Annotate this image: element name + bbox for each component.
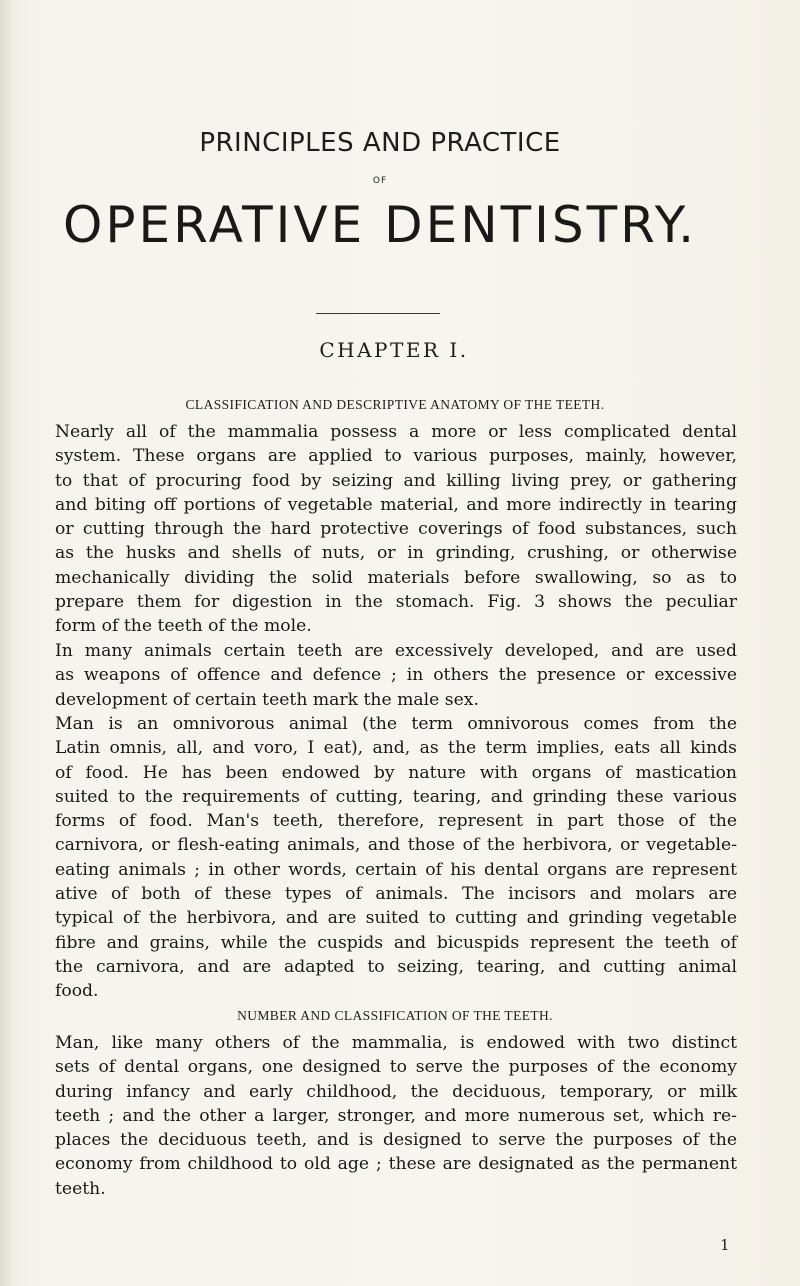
text-line: mechanically dividing the solid materials before swallowing, so as to xyxy=(55,567,737,588)
title-divider xyxy=(316,313,440,314)
text-line: as the husks and shells of nuts, or in grinding, crushing, or otherwise xyxy=(55,543,737,564)
text-line: ative of both of these types of animals. The incisors and molars are xyxy=(55,884,737,905)
text-line: prepare them for digestion in the stomach. Fig. 3 shows the peculiar xyxy=(55,592,737,613)
text-line: as weapons of offence and defence ; in others the presence or excessive xyxy=(55,665,737,686)
text-line: development of certain teeth mark the male sex. xyxy=(55,689,479,710)
text-line: teeth ; and the other a larger, stronger, and more numerous set, which re- xyxy=(55,1105,737,1126)
page-number: 1 xyxy=(720,1236,730,1254)
text-line: food. xyxy=(55,981,99,1002)
text-line: sets of dental organs, one designed to serve the purposes of the economy xyxy=(55,1057,737,1078)
section-heading: NUMBER AND CLASSIFICATION OF THE TEETH. xyxy=(237,1008,553,1023)
book-title-main: OPERATIVE DENTISTRY. xyxy=(62,196,698,254)
book-title-of: OF xyxy=(372,176,388,186)
text-line: Latin omnis, all, and voro, I eat), and, as the term implies, eats all kinds xyxy=(55,738,737,759)
text-line: Nearly all of the mammalia possess a more or less complicated dental xyxy=(55,422,737,442)
text-line: to that of procuring food by seizing and killing living prey, or gathering xyxy=(55,470,737,491)
paragraph-2 xyxy=(55,639,737,712)
chapter-subheading: CLASSIFICATION AND DESCRIPTIVE ANATOMY OF THE TEETH. xyxy=(185,397,605,412)
text-line: of food. He has been endowed by nature with organs of mastication xyxy=(55,762,737,783)
text-line: fibre and grains, while the cuspids and bicuspids represent the teeth of xyxy=(55,932,737,953)
text-line: forms of food. Man's teeth, therefore, represent in part those of the xyxy=(55,811,737,832)
page-gutter-shadow xyxy=(0,0,14,1286)
paragraph-4 xyxy=(55,1031,737,1201)
text-line: system. These organs are applied to various purposes, mainly, however, xyxy=(55,446,737,467)
text-line: during infancy and early childhood, the deciduous, temporary, or milk xyxy=(55,1081,737,1102)
paragraph-3 xyxy=(55,712,737,1004)
text-line: Man is an omnivorous animal (the term omnivorous comes from the xyxy=(55,714,737,734)
text-line: suited to the requirements of cutting, tearing, and grinding these various xyxy=(55,786,737,807)
paragraph-1 xyxy=(55,420,737,639)
text-line: teeth. xyxy=(55,1178,106,1199)
text-line: and biting off portions of vegetable material, and more indirectly in tearing xyxy=(55,494,737,515)
text-line: typical of the herbivora, and are suited to cutting and grinding vegetable xyxy=(55,908,737,929)
chapter-heading: CHAPTER I. xyxy=(319,338,469,362)
text-line: or cutting through the hard protective coverings of food substances, such xyxy=(55,519,737,540)
text-line: carnivora, or flesh-eating animals, and those of the herbivora, or vegetable- xyxy=(55,835,737,856)
text-line: Man, like many others of the mammalia, is endowed with two distinct xyxy=(55,1033,737,1053)
book-title-top: PRINCIPLES AND PRACTICE xyxy=(199,128,561,158)
text-line: form of the teeth of the mole. xyxy=(55,616,312,637)
text-line: In many animals certain teeth are excessively developed, and are used xyxy=(55,641,737,661)
text-line: eating animals ; in other words, certain of his dental organs are represent xyxy=(55,859,737,880)
text-line: places the deciduous teeth, and is designed to serve the purposes of the xyxy=(55,1130,737,1151)
text-line: the carnivora, and are adapted to seizing, tearing, and cutting animal xyxy=(55,956,737,977)
text-line: economy from childhood to old age ; these are designated as the permanent xyxy=(55,1154,737,1175)
